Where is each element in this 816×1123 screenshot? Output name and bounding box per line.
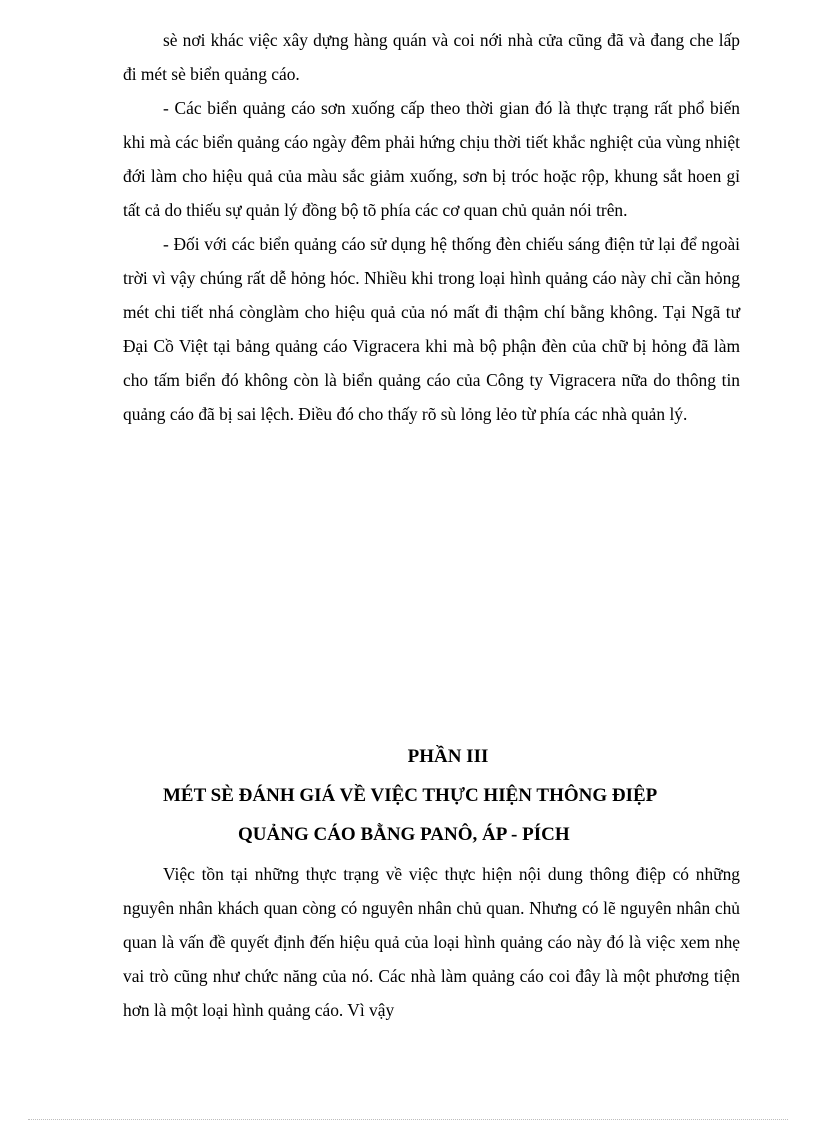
paragraph: - Đối với các biển quảng cáo sử dụng hệ thống đèn chiếu sáng điện tử lại để ngoài trời vì vậy chúng rất dễ hỏng hóc. Nhiều khi trong loại hình quảng cáo này chỉ cần hỏng mét chi tiết nhá cònglàm cho hiệu quả của nó mất đi thậm chí bằng không. Tại Ngã tư Đại Cồ Việt tại bảng quảng cáo Vigracera khi mà bộ phận đèn của chữ bị hỏng đã làm cho tấm biển đó không còn là biển quảng cáo của Công ty Vigracera nữa do thông tin quảng cáo đã bị sai lệch. Điều đó cho thấy rõ sù lỏng lẻo từ phía các nhà quản lý. (123, 234, 740, 424)
section-part-label: PHẦN III (407, 746, 489, 767)
page-bottom-divider (28, 1119, 788, 1120)
section-title-line-2: QUẢNG CÁO BẰNG PANÔ, ÁP - PÍCH (238, 824, 570, 845)
body-text-bottom (123, 857, 740, 1027)
section-title-line-1: MÉT SÈ ĐÁNH GIÁ VỀ VIỆC THỰC HIỆN THÔNG ĐIỆP (163, 785, 658, 806)
body-text-top (123, 23, 740, 431)
paragraph: - Các biển quảng cáo sơn xuống cấp theo thời gian đó là thực trạng rất phổ biến khi mà các biển quảng cáo ngày đêm phải hứng chịu thời tiết khắc nghiệt của vùng nhiệt đới làm cho hiệu quả của màu sắc giảm xuống, sơn bị tróc hoặc rộp, khung sắt hoen gỉ tất cả do thiếu sự quản lý đồng bộ tõ phía các cơ quan chủ quản nói trên. (123, 98, 740, 220)
paragraph: Việc tồn tại những thực trạng về việc thực hiện nội dung thông điệp có những nguyên nhân khách quan còng có nguyên nhân chủ quan. Nhưng có lẽ nguyên nhân chủ quan là vấn đề quyết định đến hiệu quả của loại hình quảng cáo này đó là việc xem nhẹ vai trò cũng như chức năng của nó. Các nhà làm quảng cáo coi đây là một phương tiện hơn là một loại hình quảng cáo. Vì vậy (123, 864, 740, 1020)
paragraph: sè nơi khác việc xây dựng hàng quán và coi nới nhà cửa cũng đã và đang che lấp đi mét sè biển quảng cáo. (123, 30, 740, 84)
